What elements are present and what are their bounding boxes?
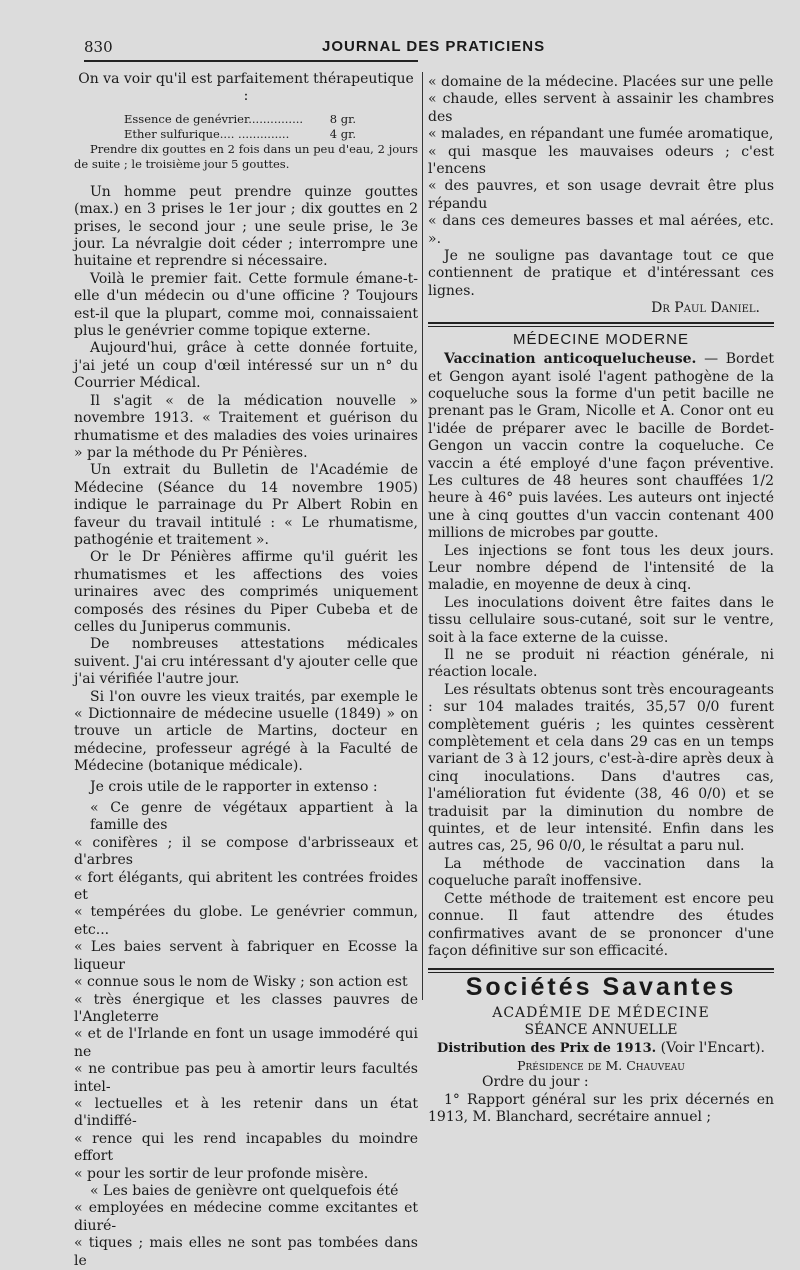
agenda-item: 1° Rapport général sur les prix décernés en 1913, M. Blanchard, secrétaire annuel ; (428, 1091, 774, 1126)
article-paragraph: Les inoculations doivent être faites dans le tissu cellulaire sous-cutané, soit sur le ventre, soit à la face externe de la cuisse. (428, 594, 774, 646)
quote-line: « domaine de la médecine. Placées sur une pelle (428, 74, 774, 90)
recipe (74, 112, 418, 172)
quote-line: « ne contribue pas peu à amortir leurs facultés intel- (74, 1061, 418, 1095)
left-column (74, 71, 418, 1270)
section-title: MÉDECINE MODERNE (512, 330, 689, 348)
paragraph: De nombreuses attestations médicales suivent. J'ai cru intéressant d'y ajouter celle que j'ai vérifiée l'autre jour. (74, 636, 418, 688)
column-divider (422, 72, 423, 1000)
recipe-item (74, 112, 356, 127)
quote-line: « des pauvres, et son usage devrait être plus répandu (428, 178, 774, 212)
page-header (0, 30, 800, 60)
quotation-continued (428, 74, 774, 248)
quote-line: « lectuelles et à les retenir dans un état d'indiffé- (74, 1095, 418, 1130)
signature: Dr Paul Daniel. (651, 300, 760, 317)
article-paragraph (428, 351, 774, 542)
quote-line: « qui masque les mauvaises odeurs ; c'est l'encens (428, 143, 774, 178)
quote-line: « chaude, elles servent à assainir les chambres des (428, 91, 774, 125)
journal-title: JOURNAL DES PRATICIENS (322, 38, 546, 55)
paragraph: Un extrait du Bulletin de l'Académie de Médecine (Séance du 14 novembre 1905) indique le parrainage du Pr Albert Robin en faveur du travail intitulé : « Le rhumatisme, pathogénie et traitement ». (74, 462, 418, 548)
paragraph: Voilà le premier fait. Cette formule émane-t-elle d'un médecin ou d'une officine ? Toujours est-il que la plupart, comme moi, connaissaient plus le genévrier comme topique externe. (74, 270, 418, 340)
distribution-note: (Voir l'Encart). (656, 1039, 765, 1056)
quote-line: « connue sous le nom de Wisky ; son action est (74, 974, 408, 991)
quote-line: « dans ces demeures basses et mal aérées, etc. ». (428, 213, 774, 247)
paragraph: Aujourd'hui, grâce à cette donnée fortuite, j'ai jeté un coup d'œil intéressé sur un n° du Courrier Médical. (74, 340, 418, 392)
presidence-line: Présidence de M. Chauveau (517, 1057, 685, 1073)
seance-heading: SÉANCE ANNUELLE (524, 1022, 678, 1039)
section-rule (428, 322, 774, 327)
article-title: Vaccination anticoqueluchеuse. (444, 351, 697, 368)
quote-line: « rence qui les rend incapables du moindre effort (74, 1130, 418, 1165)
recipe-ingredient: Essence de genévrier............... (124, 111, 304, 126)
right-column (428, 74, 774, 1127)
page-number: 830 (84, 38, 113, 56)
quote-line: « tiques ; mais elles ne sont pas tombées dans le (74, 1235, 418, 1269)
recipe-item (74, 127, 356, 142)
quotation (74, 800, 418, 1270)
quote-line: « conifères ; il se compose d'arbrisseaux et d'arbres (74, 834, 418, 869)
article-paragraph: Cette méthode de traitement est encore peu connue. Il faut attendre des études confirmatives avant de se prononcer d'une façon définitive sur son efficacité. (428, 890, 774, 959)
paragraph: Je crois utile de le rapporter in extenso : (90, 778, 378, 795)
quote-line: « Les baies de genièvre ont quelquefois été (90, 1182, 399, 1199)
paragraph: Or le Dr Pénières affirme qu'il guérit les rhumatismes et les affections des voies urinaires avec des comprimés uniquement composés des résines du Piper Cubeba et de celles du Juniperus communis. (74, 549, 418, 635)
recipe-note: Prendre dix gouttes en 2 fois dans un peu d'eau, 2 jours de suite ; le troisième jour 5 gouttes. (74, 141, 418, 171)
recipe-amount: 4 gr. (329, 126, 356, 141)
quote-line: « pour les sortir de leur profonde misère. (74, 1165, 369, 1182)
closing-paragraph: Je ne souligne pas davantage tout ce que contiennent de pratique et d'intéressant ces lignes. (428, 248, 774, 299)
paragraph: Il s'agit « de la médication nouvelle » novembre 1913. « Traitement et guérison du rhumatisme et des maladies des voies urinaires » par la méthode du Pr Pénières. (74, 392, 418, 461)
ordre-du-jour: Ordre du jour : (482, 1074, 589, 1091)
article-paragraph: Les injections se font tous les deux jours. Leur nombre dépend de l'intensité de la maladie, en moyenne de deux à cinq. (428, 542, 774, 594)
recipe-ingredient: Ether sulfurique.... .............. (124, 126, 290, 141)
quote-line: « Ce genre de végétaux appartient à la famille des (90, 800, 418, 834)
paragraph: Un homme peut prendre quinze gouttes (max.) en 3 prises le 1er jour ; dix gouttes en 2 prises, le second jour ; une seule prise, le 3e jour. La névralgie doit céder ; interrompre une huitaine et reprendre si nécessaire. (74, 183, 418, 270)
article-paragraph: Il ne se produit ni réaction générale, ni réaction locale. (428, 647, 774, 681)
intro-line: On va voir qu'il est parfaitement thérapeutique : (78, 71, 414, 105)
quote-line: « et de l'Irlande en font un usage immodéré qui ne (74, 1026, 418, 1060)
quote-line: « très énergique et les classes pauvres de l'Angleterre (74, 991, 418, 1025)
quote-line: « tempérées du globe. Le genévrier commun, etc... (74, 904, 418, 938)
quote-line: « Les baies servent à fabriquer en Ecosse la liqueur (74, 939, 418, 973)
distribution-line (428, 1040, 774, 1057)
societes-title: Sociétés Savantes (465, 973, 737, 1002)
article-paragraph: Les résultats obtenus sont très encourageants : sur 104 malades traités, 35,57 0/0 furent complètement guéris ; les quintes cessèrent complètement et cela dans 29 cas en un temps variant de 3 à 12 jours, c'est-à-dire après deux à cinq inoculations. Dans d'autres cas, l'amélioration fut évidente (38, 46 0/0) et se traduisit par la diminution du nombre de quintes, et de leur intensité. Enfin dans les autres cas, 25, 96 0/0, le résultat a paru nul. (428, 681, 774, 855)
quote-line: « fort élégants, qui abritent les contrées froides et (74, 869, 418, 904)
paragraph: Si l'on ouvre les vieux traités, par exemple le « Dictionnaire de médecine usuelle (1849) » on trouve un article de Martins, docteur en médecine, professeur agrégé à la Faculté de Médecine (botanique médicale). (74, 688, 418, 775)
article-text: — Bordet et Gengon ayant isolé l'agent pathogène de la coqueluche sous la forme d'un petit bacille ne prenant pas le Gram, Nicolle et A. Conor ont eu l'idée de préparer avec le bacille de Bordet-Gengon un vaccin contre la coqueluche. Ce vaccin a été employé d'une façon préventive. Les cultures de 48 heures sont chauffées 1/2 heure à 46° puis lavées. Les auteurs ont injecté une à cinq gouttes d'un vaccin contenant 400 millions de microbes par goutte. (428, 351, 775, 542)
recipe-amount: 8 gr. (329, 111, 356, 126)
header-rule (84, 60, 418, 62)
quote-line: « employées en médecine comme excitantes et diuré- (74, 1200, 418, 1234)
quote-line: « malades, en répandant une fumée aromatique, (428, 126, 774, 143)
academie-heading: ACADÉMIE DE MÉDECINE (492, 1004, 710, 1021)
distribution-title: Distribution des Prix de 1913. (437, 1040, 657, 1056)
article-paragraph: La méthode de vaccination dans la coqueluche paraît inoffensive. (428, 855, 774, 890)
